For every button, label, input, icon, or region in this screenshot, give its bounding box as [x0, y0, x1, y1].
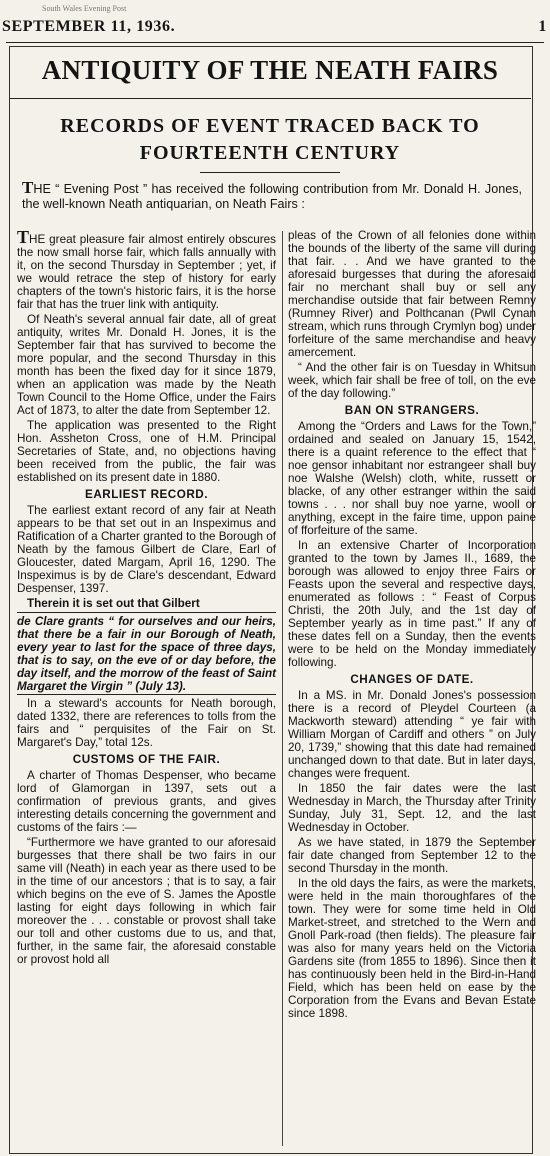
subhead-rule [200, 172, 340, 173]
section-heading: CUSTOMS OF THE FAIR. [72, 753, 221, 766]
subheadline-line-1: RECORDS OF EVENT TRACED BACK TO [60, 115, 480, 137]
paragraph: “Furthermore we have granted to our aforesaid burgesses that there shall be two fairs in our same vill (Neath) in each year as there used to be in the time of our ancestors ; that is to say, a fair which begins on the eve of S. James the Apostle lasting for eight days following in which fair moreover the . . . constable or provost shall take our toll and other customs due to us, and that, further, in the same fair, the aforesaid constable or provost hold all [17, 836, 276, 966]
masthead-smear: South Wales Evening Post [42, 4, 127, 13]
subheadline [30, 113, 510, 167]
paragraph: pleas of the Crown of all felonies done within the bounds of the liberty of the same vill during that fair. . . And we have granted to the aforesaid burgesses that during the aforesaid fair no merchant shall buy or sell any merchandise outside that fair between Remny (Rumney River) and Polthcanan (Pwll Cynan stream, which runs through Crymlyn bog) under forfeiture of the same merchandise and heavy amercement. [288, 229, 536, 359]
section-heading: EARLIEST RECORD. [85, 488, 208, 501]
masthead [0, 4, 550, 42]
drop-cap: T [17, 227, 30, 247]
paragraph-text: HE great pleasure fair almost entirely obscures the now small horse fair, which falls annually with it, on the second Thursday in September ; yet, if we would retrace the step of history for early chapters of the town's historic fairs, it is the horse fair that has the truer link with antiquity. [17, 233, 276, 311]
column-divider [282, 231, 283, 1146]
paragraph: In a MS. in Mr. Donald Jones's possession there is a record of Pleydel Courteen (a Mackworth steward) attending “ ye fair with William Morgan of Cardiff and others ” on July 20, 1739,” showing that this date had remained unchanged down to that date. But in later days, changes were frequent. [288, 689, 536, 780]
paragraph: In an extensive Charter of Incorporation granted to the town by James II., 1689, the borough was allowed to enjoy three Fairs or Feasts upon the several and respective days, enumerated as follows : “ Feast of Corpus Christi, the 20th July, and the 1st day of September yearly as in time past.” If any of these dates fell on a Sunday, then the events were to be held on the Monday immediately following. [288, 539, 536, 669]
section-heading: CHANGES OF DATE. [350, 673, 474, 686]
issue-date: SEPTEMBER 11, 1936. [2, 18, 176, 35]
right-column [288, 229, 536, 1022]
paragraph: In a steward's accounts for Neath borough, dated 1332, there are references to tolls from the fairs and “ perquisites of the Fair on St. Margaret's Day,” total 12s. [17, 697, 276, 749]
section-heading: BAN ON STRANGERS. [344, 404, 480, 417]
intro-text: HE “ Evening Post ” has received the following contribution from Mr. Donald H. Jones, the well-known Neath antiquarian, on Neath Fairs : [22, 182, 522, 211]
intro-drop-cap: T [22, 178, 34, 197]
paragraph: A charter of Thomas Despenser, who became lord of Glamorgan in 1397, sets out a confirmation of previous grants, and gives interesting details concerning the government and customs of the fairs :— [17, 769, 276, 834]
subheadline-line-2: FOURTEENTH CENTURY [139, 142, 401, 164]
page-number: 1 [538, 18, 547, 35]
quoted-grant-box [17, 612, 276, 695]
paragraph: Therein it is set out that Gilbert [27, 597, 200, 610]
paragraph: Among the “Orders and Laws for the Town,” ordained and sealed on January 15, 1542, there is a quaint reference to the effect that “ noe gensor inhabitant nor estrangeer shall buy noe Walshe (Welsh) cloth, white, russett or blacke, of any other estranger within the said towns . . . nor shall buy noe yarne, wooll or anything, except in the faire time, uppon paine of fforfeiture of the same. [288, 420, 536, 537]
left-column [17, 227, 276, 968]
headline-rule [9, 98, 531, 99]
paragraph: In the old days the fairs, as were the markets, were held in the main thoroughfares of the town. They were for some time held in Old Market-street, and stretched to the Wern and Gnoll Park-road (then fields). The pleasure fair was also for many years held on the Victoria Gardens site (from 1855 to 1896). Since then it has continuously been held in the Bird-in-Hand Field, which has been held on ease by the Corporation from the Evans and Bevan Estate since 1898. [288, 877, 536, 1020]
paragraph [17, 227, 276, 311]
intro-paragraph [22, 180, 522, 212]
paragraph: The application was presented to the Right Hon. Assheton Cross, one of H.M. Principal Secretaries of State, and, no objections having been received from the public, the fair was established on its present date in 1880. [17, 419, 276, 484]
quoted-grant-text: de Clare grants “ for ourselves and our heirs, that there be a fair in our Borough of Neath, every year to last for the space of three days, that is to say, on the eve of or day before, the day itself, and the morrow of the feast of Saint Margaret the Virgin ” (July 13). [17, 615, 276, 693]
masthead-rule [6, 42, 544, 43]
paragraph: Of Neath's several annual fair date, all of great antiquity, writes Mr. Donald H. Jones, it is the September fair that has survived to become the more popular, and the second Thursday in this month has been the fixed day for it since 1879, when an application was made by the Neath Town Council to the Home Office, under the Fairs Act of 1873, to alter the date from September 12. [17, 313, 276, 417]
paragraph: The earliest extant record of any fair at Neath appears to be that set out in an Inspeximus and Ratification of a Charter granted to the Borough of Neath by the famous Gilbert de Clare, Earl of Gloucester, dated Margam, April 16, 1290. The Inspeximus is by de Clare's descendant, Edward Despenser, 1397. [17, 504, 276, 595]
paragraph: As we have stated, in 1879 the September fair date changed from September 12 to the second Thursday in the month. [288, 836, 536, 875]
headline: ANTIQUITY OF THE NEATH FAIRS [41, 55, 499, 85]
paragraph: In 1850 the fair dates were the last Wednesday in March, the Thursday after Trinity Sunday, July 31, Sept. 12, and the last Wednesday in October. [288, 782, 536, 834]
paragraph: “ And the other fair is on Tuesday in Whitsun week, which fair shall be free of toll, on the eve of the day following.” [288, 361, 536, 400]
